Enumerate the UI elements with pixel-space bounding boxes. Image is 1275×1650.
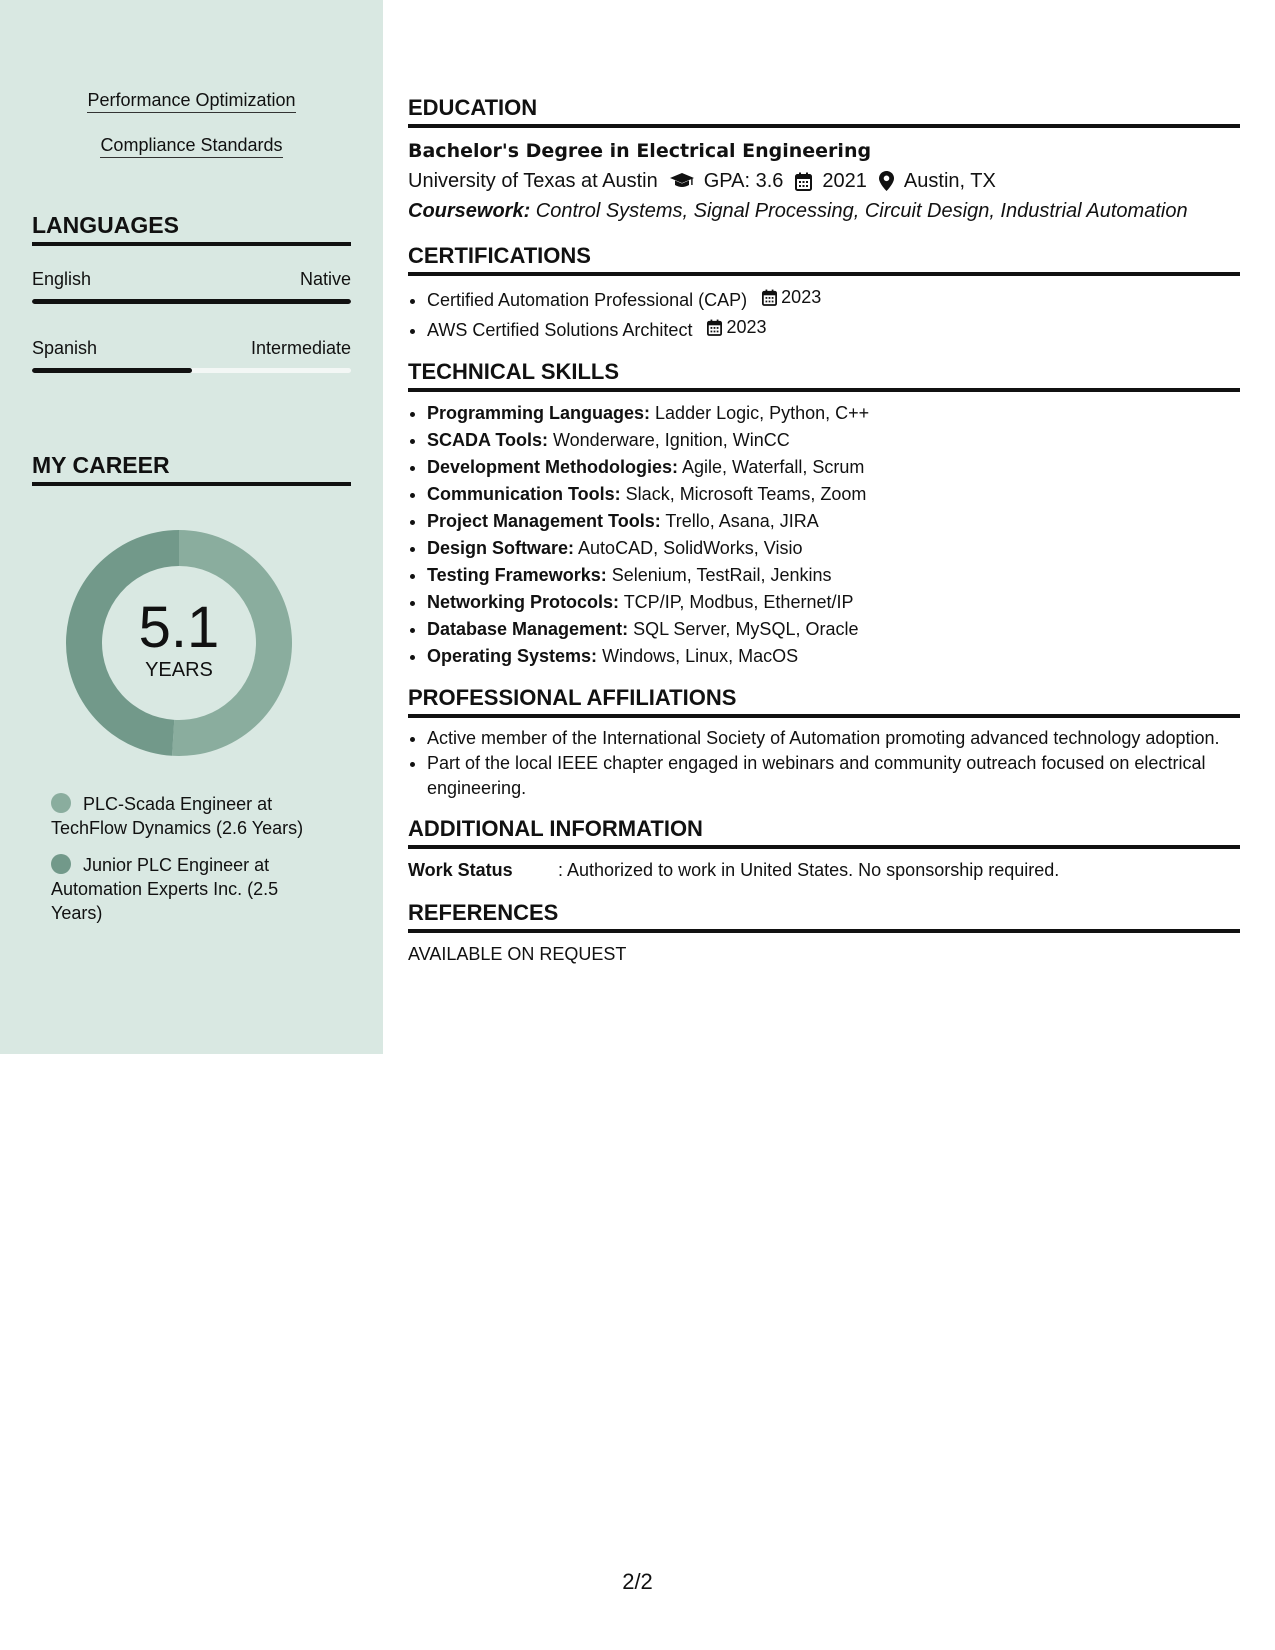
certifications-list	[408, 284, 1240, 344]
graduation-year: 2021	[822, 170, 867, 192]
education-location: Austin, TX	[903, 170, 996, 192]
skill-tag: Compliance Standards	[0, 133, 383, 157]
list-item: • Communication Tools: Slack, Microsoft Teams, Zoom	[427, 481, 1240, 508]
career-total-value: 5.1	[138, 595, 220, 660]
list-item	[427, 284, 1240, 314]
work-status-label: Work Status	[408, 860, 513, 880]
language-name: English	[32, 269, 92, 289]
list-item	[427, 314, 1240, 344]
affiliations-list	[408, 726, 1240, 801]
list-item: • Part of the local IEEE chapter engaged in webinars and community outreach focused on electrical engineering.	[427, 751, 1240, 801]
language-name: Spanish	[32, 338, 98, 358]
legend-dot-icon	[51, 854, 71, 874]
language-row	[32, 267, 351, 291]
career-legend	[51, 792, 331, 938]
calendar-icon	[707, 319, 722, 336]
language-level: Native	[299, 269, 351, 289]
list-item: • SCADA Tools: Wonderware, Ignition, WinCC	[427, 427, 1240, 454]
language-level: Intermediate	[250, 338, 351, 358]
additional-info-heading: ADDITIONAL INFORMATION	[408, 815, 1240, 849]
references-heading: REFERENCES	[408, 899, 1240, 933]
list-item: • Programming Languages: Ladder Logic, Python, C++	[427, 400, 1240, 427]
certification-name: Certified Automation Professional (CAP)	[427, 290, 748, 310]
language-row	[32, 336, 351, 360]
list-item: • Active member of the International Society of Automation promoting advanced technology adoption.	[427, 726, 1240, 751]
affiliations-heading: PROFESSIONAL AFFILIATIONS	[408, 684, 1240, 718]
references-text: AVAILABLE ON REQUEST	[408, 944, 627, 964]
coursework	[408, 196, 1240, 226]
career-legend-item: Junior PLC Engineer at Automation Experts Inc. (2.5 Years)	[51, 855, 279, 923]
list-item: • Database Management: SQL Server, MySQL, Oracle	[427, 616, 1240, 643]
education-heading: EDUCATION	[408, 94, 1240, 128]
main-content	[408, 94, 1240, 967]
work-status-row	[408, 857, 1240, 883]
coursework-label: Coursework:	[408, 200, 531, 222]
certification-name: AWS Certified Solutions Architect	[427, 320, 693, 340]
coursework-list: Control Systems, Signal Processing, Circuit Design, Industrial Automation	[530, 200, 1188, 222]
education-meta	[408, 166, 1240, 196]
language-bar-fill	[32, 368, 192, 373]
career-total-unit: YEARS	[145, 659, 213, 681]
list-item: • Development Methodologies: Agile, Waterfall, Scrum	[427, 454, 1240, 481]
calendar-icon	[762, 289, 777, 306]
page-number: 2/2	[622, 1569, 653, 1594]
list-item: • Operating Systems: Windows, Linux, MacOS	[427, 643, 1240, 670]
calendar-icon	[795, 172, 812, 191]
career-legend-item: PLC-Scada Engineer at TechFlow Dynamics (2.6 Years)	[51, 794, 304, 838]
degree-title: Bachelor's Degree in Electrical Engineering	[408, 140, 872, 162]
technical-skills-list	[408, 400, 1240, 670]
school-name: University of Texas at Austin	[408, 170, 658, 192]
certification-date: 2023	[762, 284, 821, 311]
language-bar	[32, 299, 351, 304]
legend-dot-icon	[51, 793, 71, 813]
list-item: • Testing Frameworks: Selenium, TestRail, Jenkins	[427, 562, 1240, 589]
location-pin-icon	[879, 171, 894, 191]
work-status-value: : Authorized to work in United States. No sponsorship required.	[558, 860, 1060, 880]
technical-skills-heading: TECHNICAL SKILLS	[408, 358, 1240, 392]
career-heading: MY CAREER	[32, 450, 351, 486]
language-bar-fill	[32, 299, 351, 304]
list-item: • Project Management Tools: Trello, Asana, JIRA	[427, 508, 1240, 535]
graduation-cap-icon	[670, 172, 694, 190]
list-item: • Networking Protocols: TCP/IP, Modbus, Ethernet/IP	[427, 589, 1240, 616]
list-item: • Design Software: AutoCAD, SolidWorks, Visio	[427, 535, 1240, 562]
gpa: GPA: 3.6	[703, 170, 784, 192]
skill-tag: Performance Optimization	[0, 88, 383, 112]
languages-heading: LANGUAGES	[32, 210, 351, 246]
language-bar	[32, 368, 351, 373]
certification-date: 2023	[707, 314, 766, 341]
career-total	[66, 530, 292, 756]
certifications-heading: CERTIFICATIONS	[408, 242, 1240, 276]
sidebar	[0, 0, 383, 1054]
